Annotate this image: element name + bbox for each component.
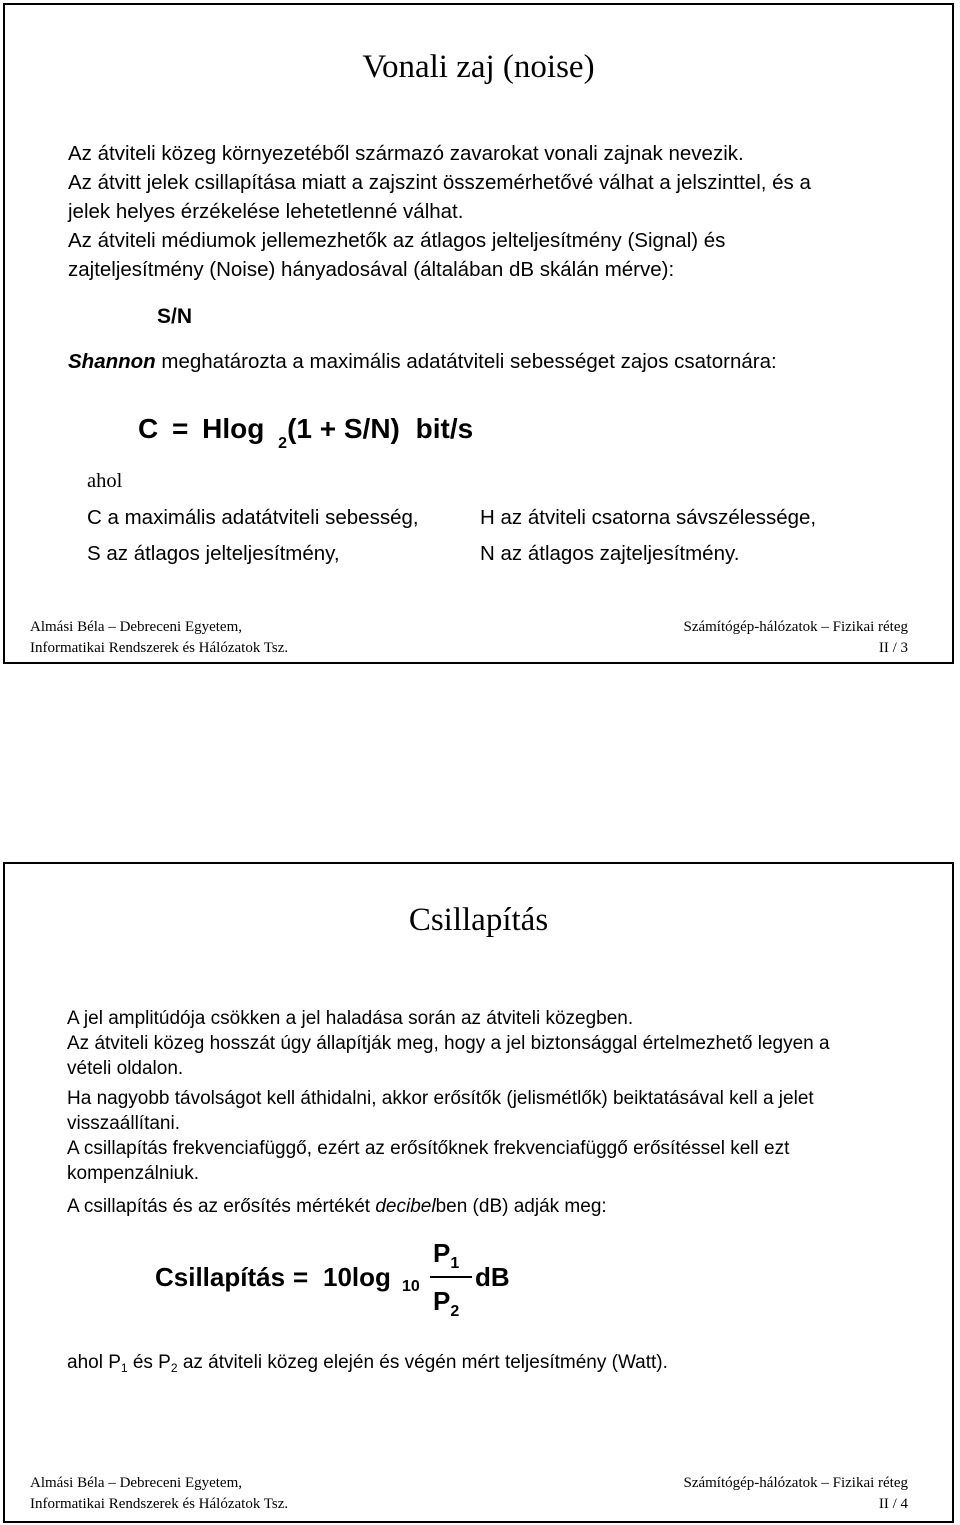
footer-course: Számítógép-hálózatok – Fizikai réteg <box>683 1475 908 1491</box>
denominator-p: P <box>433 1286 451 1316</box>
slide-title: Csillapítás <box>408 902 549 938</box>
footer-left <box>30 1473 288 1515</box>
formula-equals: = <box>293 1262 309 1292</box>
formula-lhs: Csillapítás <box>155 1262 286 1292</box>
shannon-formula <box>138 413 474 452</box>
formula-argument: (1 + S/N) <box>287 413 400 444</box>
paragraph-line: Az átvitt jelek csillapítása miatt a zajszint összemérhetővé válhat a jelszinttel, és a <box>68 171 811 194</box>
footer-department: Informatikai Rendszerek és Hálózatok Tsz. <box>30 640 289 656</box>
paragraph-line: vételi oldalon. <box>67 1058 184 1079</box>
power-explanation <box>67 1350 668 1377</box>
where-sub-2: 2 <box>170 1361 178 1375</box>
paragraph-line: Ha nagyobb távolságot kell áthidalni, akkor erősítők (jelismétlők) beiktatásával kell a jelet <box>67 1088 814 1109</box>
formula-log-base: 2 <box>278 435 288 452</box>
slide-attenuation <box>3 862 954 1523</box>
definition-c: C a maximális adatátviteli sebesség, <box>87 506 419 529</box>
shannon-name: Shannon <box>68 350 156 373</box>
paragraph-line: zajteljesítmény (Noise) hányadosával (általában dB skálán mérve): <box>68 258 675 281</box>
paragraph-line: visszaállítani. <box>67 1113 180 1134</box>
decibel-sentence <box>67 1194 607 1219</box>
paragraph-line: A csillapítás frekvenciafüggő, ezért az erősítőknek frekvenciafüggő erősítéssel kell ezt <box>67 1138 790 1159</box>
shannon-sentence <box>68 347 777 376</box>
decibel-word: decibel <box>375 1196 436 1217</box>
where-text-post: az átviteli közeg elején és végén mért teljesítmény (Watt). <box>177 1352 668 1373</box>
paragraph-line: Az átviteli közeg hosszát úgy állapítják meg, hogy a jel biztonsággal értelmezhető legyen a <box>67 1033 830 1054</box>
formula-equals: = <box>172 413 189 444</box>
footer-right <box>683 617 908 659</box>
footer-department: Informatikai Rendszerek és Hálózatok Tsz. <box>30 1496 289 1512</box>
denominator-sub: 2 <box>450 1303 460 1320</box>
paragraph-line: Az átviteli médiumok jellemezhetők az átlagos jelteljesítmény (Signal) és <box>68 229 726 252</box>
formula-log: 10log <box>323 1262 391 1292</box>
formula-unit: bit/s <box>415 413 474 444</box>
decibel-text-post: ben (dB) adják meg: <box>435 1196 607 1217</box>
definition-s: S az átlagos jelteljesítmény, <box>87 542 340 565</box>
paragraph-line: jelek helyes érzékelése lehetetlenné válhat. <box>68 200 464 223</box>
slide-title: Vonali zaj (noise) <box>362 49 595 85</box>
definition-n: N az átlagos zajteljesítmény. <box>480 542 740 565</box>
formula-unit: dB <box>475 1262 510 1292</box>
numerator-sub: 1 <box>450 1255 460 1272</box>
footer-right <box>683 1473 908 1515</box>
sn-ratio-label: S/N <box>157 305 193 328</box>
formula-hlog: Hlog <box>202 413 265 444</box>
paragraph-line: A jel amplitúdója csökken a jel haladása során az átviteli közegben. <box>67 1008 634 1029</box>
noise-paragraph <box>68 139 811 284</box>
footer-page-number: II / 3 <box>878 640 908 656</box>
footer-author: Almási Béla – Debreceni Egyetem, <box>30 1475 243 1491</box>
ahol-label: ahol <box>87 470 123 492</box>
footer-left <box>30 617 288 659</box>
definition-h: H az átviteli csatorna sávszélessége, <box>480 506 817 529</box>
paragraph-line: Az átviteli közeg környezetéből származó zavarokat vonali zajnak nevezik. <box>68 142 744 165</box>
where-text-pre: ahol P <box>67 1352 121 1373</box>
paragraph-line: kompenzálniuk. <box>67 1163 200 1184</box>
shannon-text: meghatározta a maximális adatátviteli sebességet zajos csatornára: <box>155 350 777 373</box>
footer-author: Almási Béla – Debreceni Egyetem, <box>30 619 243 635</box>
fraction-bar <box>430 1276 472 1278</box>
attenuation-paragraph-a <box>67 1006 830 1081</box>
where-sub-1: 1 <box>120 1361 128 1375</box>
formula-numerator <box>433 1238 460 1272</box>
formula-lhs: C <box>138 413 159 444</box>
formula-log-base: 10 <box>402 1278 420 1295</box>
footer-page-number: II / 4 <box>878 1496 908 1512</box>
decibel-text-pre: A csillapítás és az erősítés mértékét <box>67 1196 376 1217</box>
numerator-p: P <box>433 1238 451 1268</box>
attenuation-paragraph-b <box>67 1086 814 1186</box>
formula-denominator <box>433 1286 460 1320</box>
where-text-mid: és P <box>127 1352 171 1373</box>
slide-noise <box>3 3 954 664</box>
footer-course: Számítógép-hálózatok – Fizikai réteg <box>683 619 908 635</box>
